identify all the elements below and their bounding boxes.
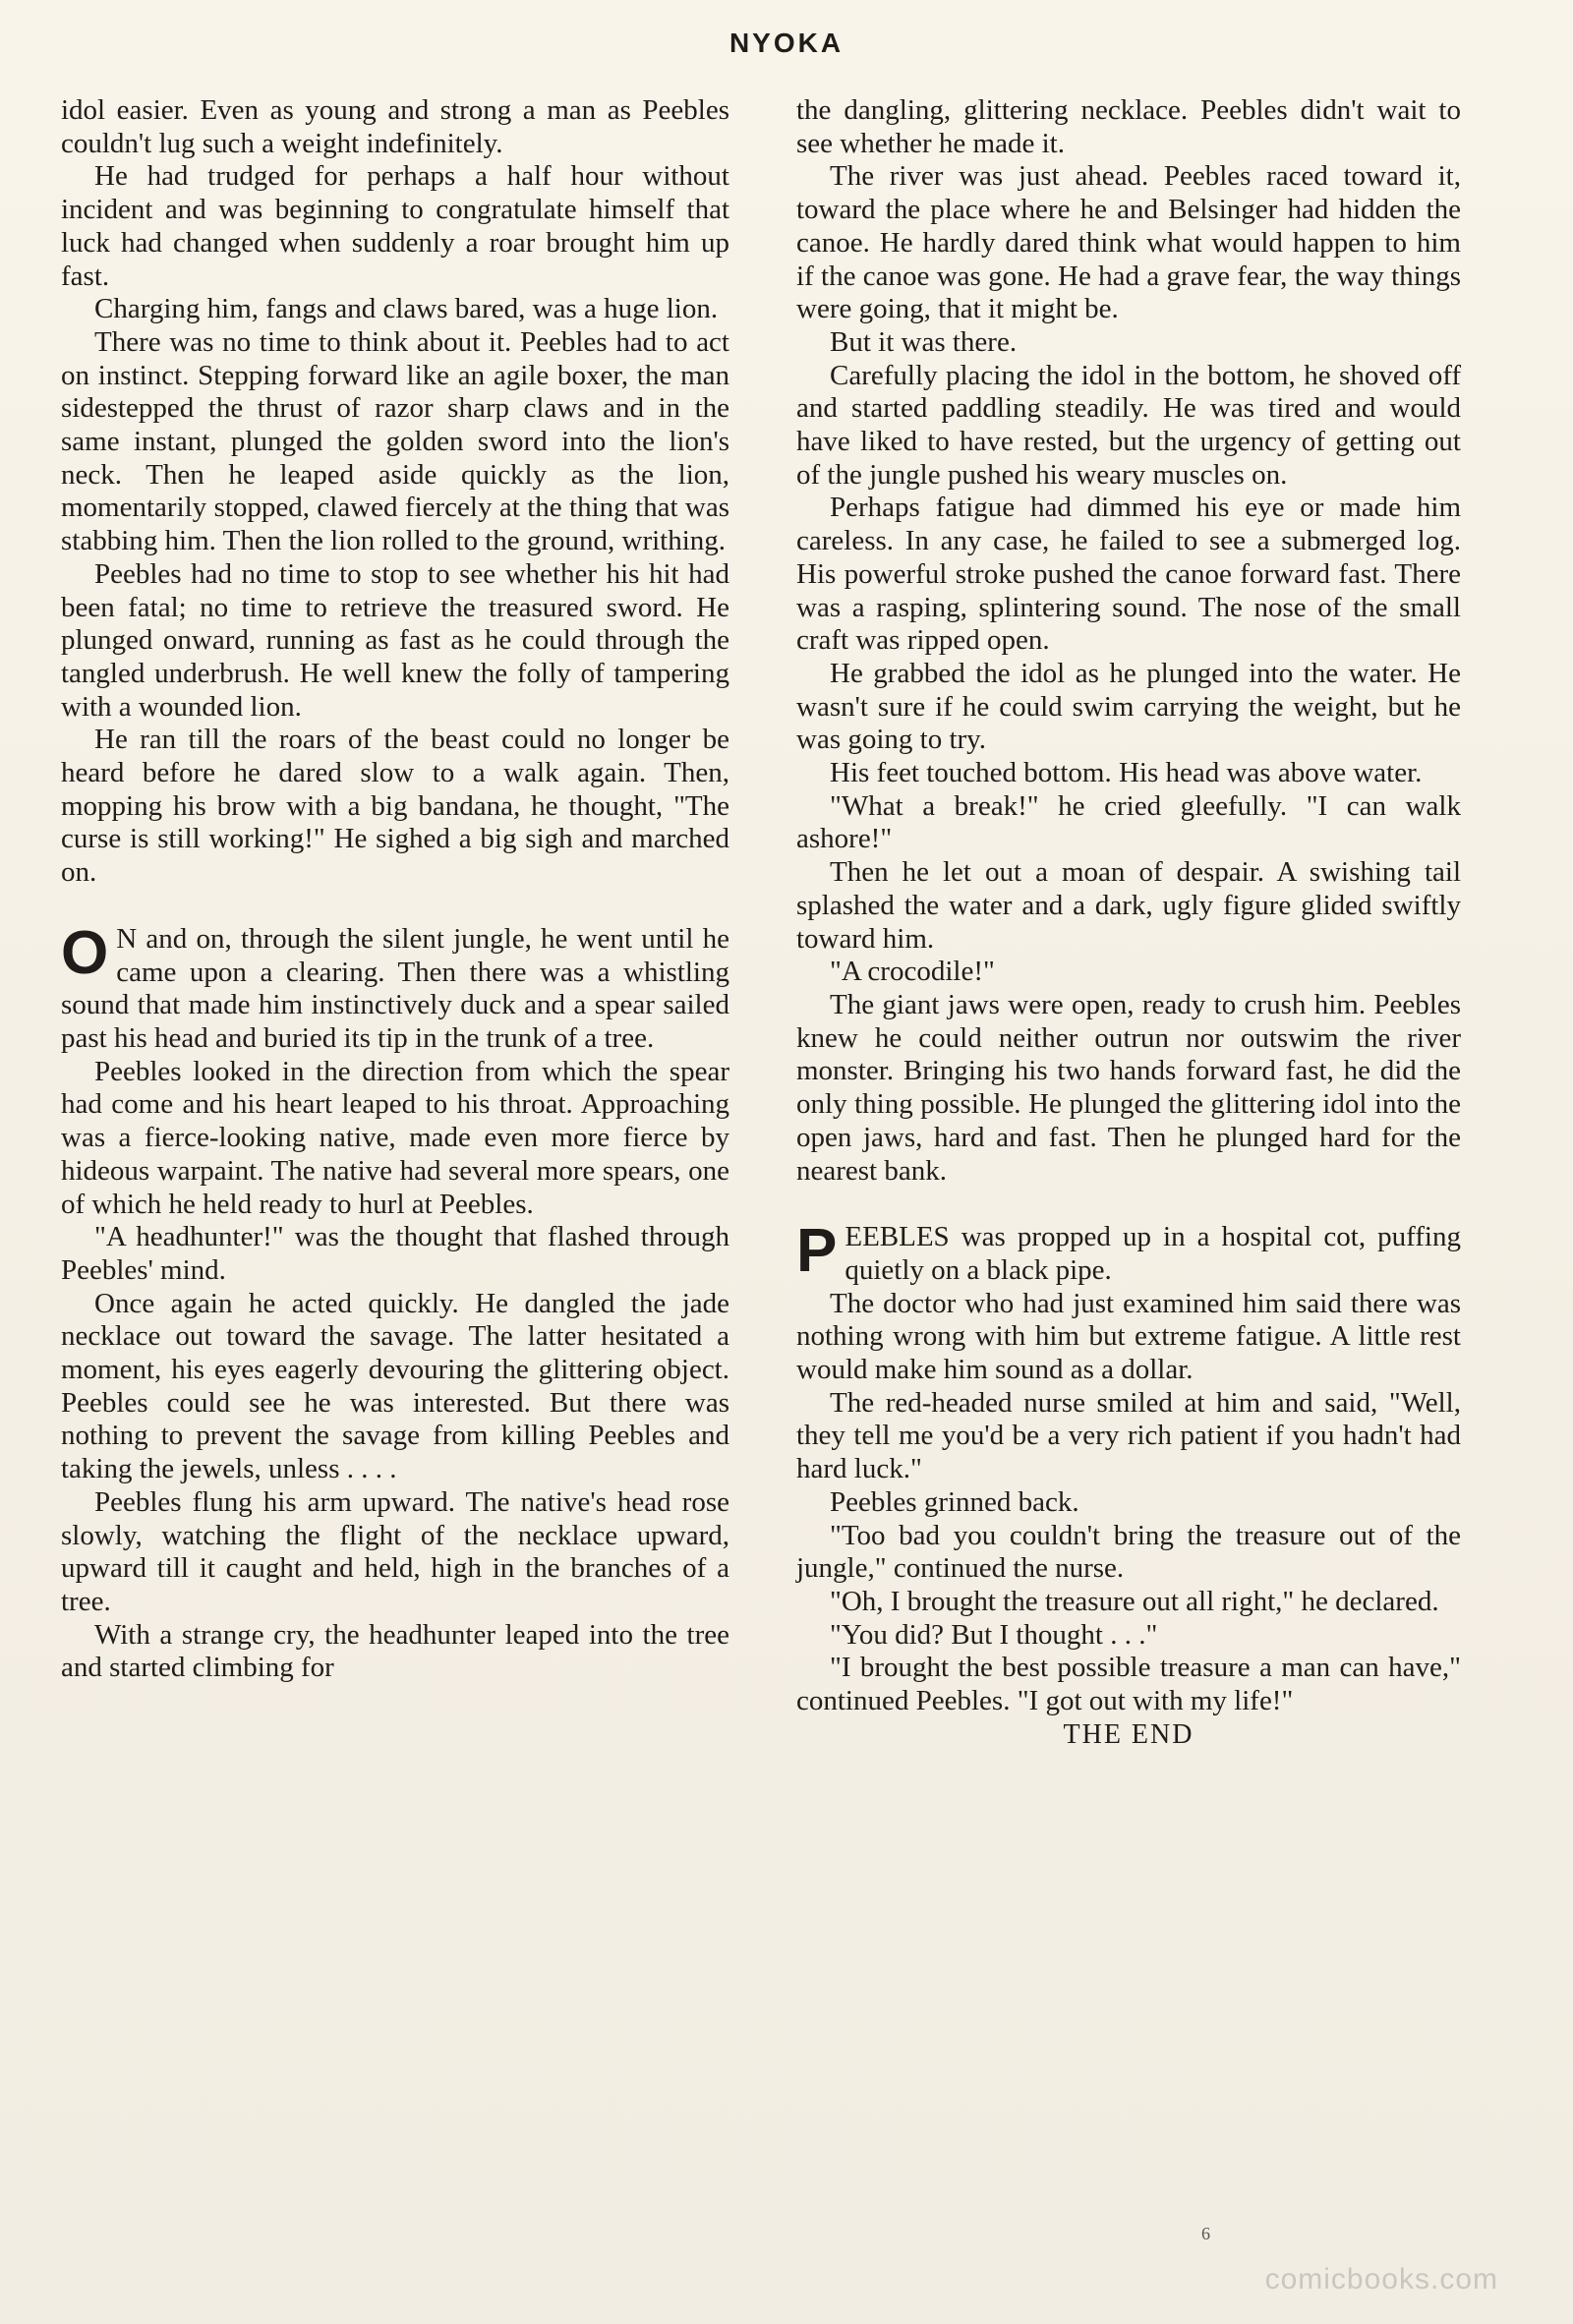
paragraph: idol easier. Even as young and strong a man as Peebles couldn't lug such a weight indefinitely. xyxy=(61,94,729,159)
page-number: 6 xyxy=(1201,2224,1210,2243)
paragraph: Then he let out a moan of despair. A swishing tail splashed the water and a dark, ugly figure glided swiftly toward him. xyxy=(796,856,1461,955)
paragraph: He grabbed the idol as he plunged into the water. He wasn't sure if he could swim carrying the weight, but he was going to try. xyxy=(796,657,1461,756)
paragraph: Peebles flung his arm upward. The native's head rose slowly, watching the flight of the necklace upward, upward till it caught and held, high in the branches of a tree. xyxy=(61,1485,729,1617)
paragraph: There was no time to think about it. Peebles had to act on instinct. Stepping forward like an agile boxer, the man sidestepped the thrust of razor sharp claws and in the same instant, plunged the golden sword into the lion's neck. Then he leaped aside quickly as the lion, momentarily stopped, clawed fiercely at the thing that was stabbing him. Then the lion rolled to the ground, writhing. xyxy=(61,325,729,557)
paragraph: The red-headed nurse smiled at him and said, "Well, they tell me you'd be a very rich patient if you hadn't had hard luck." xyxy=(796,1386,1461,1485)
drop-cap: O xyxy=(61,918,109,987)
section-lead-text: EEBLES was propped up in a hospital cot, puffing quietly on a black pipe. xyxy=(845,1221,1461,1286)
paragraph: "You did? But I thought . . ." xyxy=(830,1618,1158,1651)
page-title: NYOKA xyxy=(728,28,845,58)
paragraph: "Too bad you couldn't bring the treasure out of the jungle," continued the nurse. xyxy=(796,1519,1461,1585)
watermark: comicbooks.com xyxy=(1264,2263,1498,2295)
paragraph: "A headhunter!" was the thought that flashed through Peebles' mind. xyxy=(61,1221,729,1286)
paragraph: "Oh, I brought the treasure out all right," he declared. xyxy=(830,1585,1439,1617)
right-column xyxy=(796,94,1461,1751)
section-lead-paragraph xyxy=(61,918,729,1056)
paragraph: Perhaps fatigue had dimmed his eye or made him careless. In any case, he failed to see a submerged log. His powerful stroke pushed the canoe forward fast. There was a rasping, splintering sound. The nose of the small craft was ripped open. xyxy=(796,492,1461,657)
paragraph: With a strange cry, the headhunter leaped into the tree and started climbing for xyxy=(61,1618,729,1684)
paragraph: He ran till the roars of the beast could no longer be heard before he dared slow to a walk again. Then, mopping his brow with a big bandana, he thought, "The curse is still working!" He sighed a big sigh and marched on. xyxy=(61,724,729,889)
the-end-label: THE END xyxy=(1063,1718,1194,1750)
paragraph: Carefully placing the idol in the bottom, he shoved off and started paddling steadily. He was tired and would have liked to have rested, but the urgency of getting out of the jungle pushed his weary muscles on. xyxy=(796,359,1461,491)
left-column xyxy=(61,94,729,1685)
paragraph: Charging him, fangs and claws bared, was a huge lion. xyxy=(94,293,719,325)
paragraph: He had trudged for perhaps a half hour without incident and was beginning to congratulate himself that luck had changed when suddenly a roar brought him up fast. xyxy=(61,160,729,292)
section-lead-text: N and on, through the silent jungle, he went until he came upon a clearing. Then there was a whistling sound that made him instinctively duck and a spear sailed past his head and buried its tip in the trunk of a tree. xyxy=(61,922,729,1054)
paragraph: the dangling, glittering necklace. Peebles didn't wait to see whether he made it. xyxy=(796,94,1461,159)
paragraph: The river was just ahead. Peebles raced toward it, toward the place where he and Belsinger had hidden the canoe. He hardly dared think what would happen to him if the canoe was gone. He had a grave fear, the way things were going, that it might be. xyxy=(796,160,1461,325)
paragraph: But it was there. xyxy=(830,325,1018,358)
section-lead-paragraph xyxy=(796,1217,1461,1287)
paragraph: Peebles looked in the direction from which the spear had come and his heart leaped to his throat. Approaching was a fierce-looking native, made even more fierce by hideous warpaint. The native had several more spears, one of which he held ready to hurl at Peebles. xyxy=(61,1055,729,1220)
paragraph: His feet touched bottom. His head was above water. xyxy=(830,757,1423,789)
drop-cap: P xyxy=(796,1217,838,1286)
paragraph: Peebles had no time to stop to see whether his hit had been fatal; no time to retrieve the treasured sword. He plunged onward, running as fast as he could through the tangled underbrush. He well knew the folly of tampering with a wounded lion. xyxy=(61,557,729,723)
paragraph: "A crocodile!" xyxy=(830,956,995,988)
paragraph: "What a break!" he cried gleefully. "I can walk ashore!" xyxy=(796,789,1461,855)
paragraph: "I brought the best possible treasure a man can have," continued Peebles. "I got out with my life!" xyxy=(796,1652,1461,1717)
paragraph: The giant jaws were open, ready to crush him. Peebles knew he could neither outrun nor outswim the river monster. Bringing his two hands forward fast, he did the only thing possible. He plunged the glittering idol into the open jaws, hard and fast. Then he plunged hard for the nearest bank. xyxy=(796,988,1461,1187)
paragraph: Once again he acted quickly. He dangled the jade necklace out toward the savage. The latter hesitated a moment, his eyes eagerly devouring the glittering object. Peebles could see he was interested. But there was nothing to prevent the savage from killing Peebles and taking the jewels, unless . . . . xyxy=(61,1287,729,1485)
paragraph: Peebles grinned back. xyxy=(830,1485,1079,1518)
paragraph: The doctor who had just examined him said there was nothing wrong with him but extreme fatigue. A little rest would make him sound as a dollar. xyxy=(796,1287,1461,1386)
